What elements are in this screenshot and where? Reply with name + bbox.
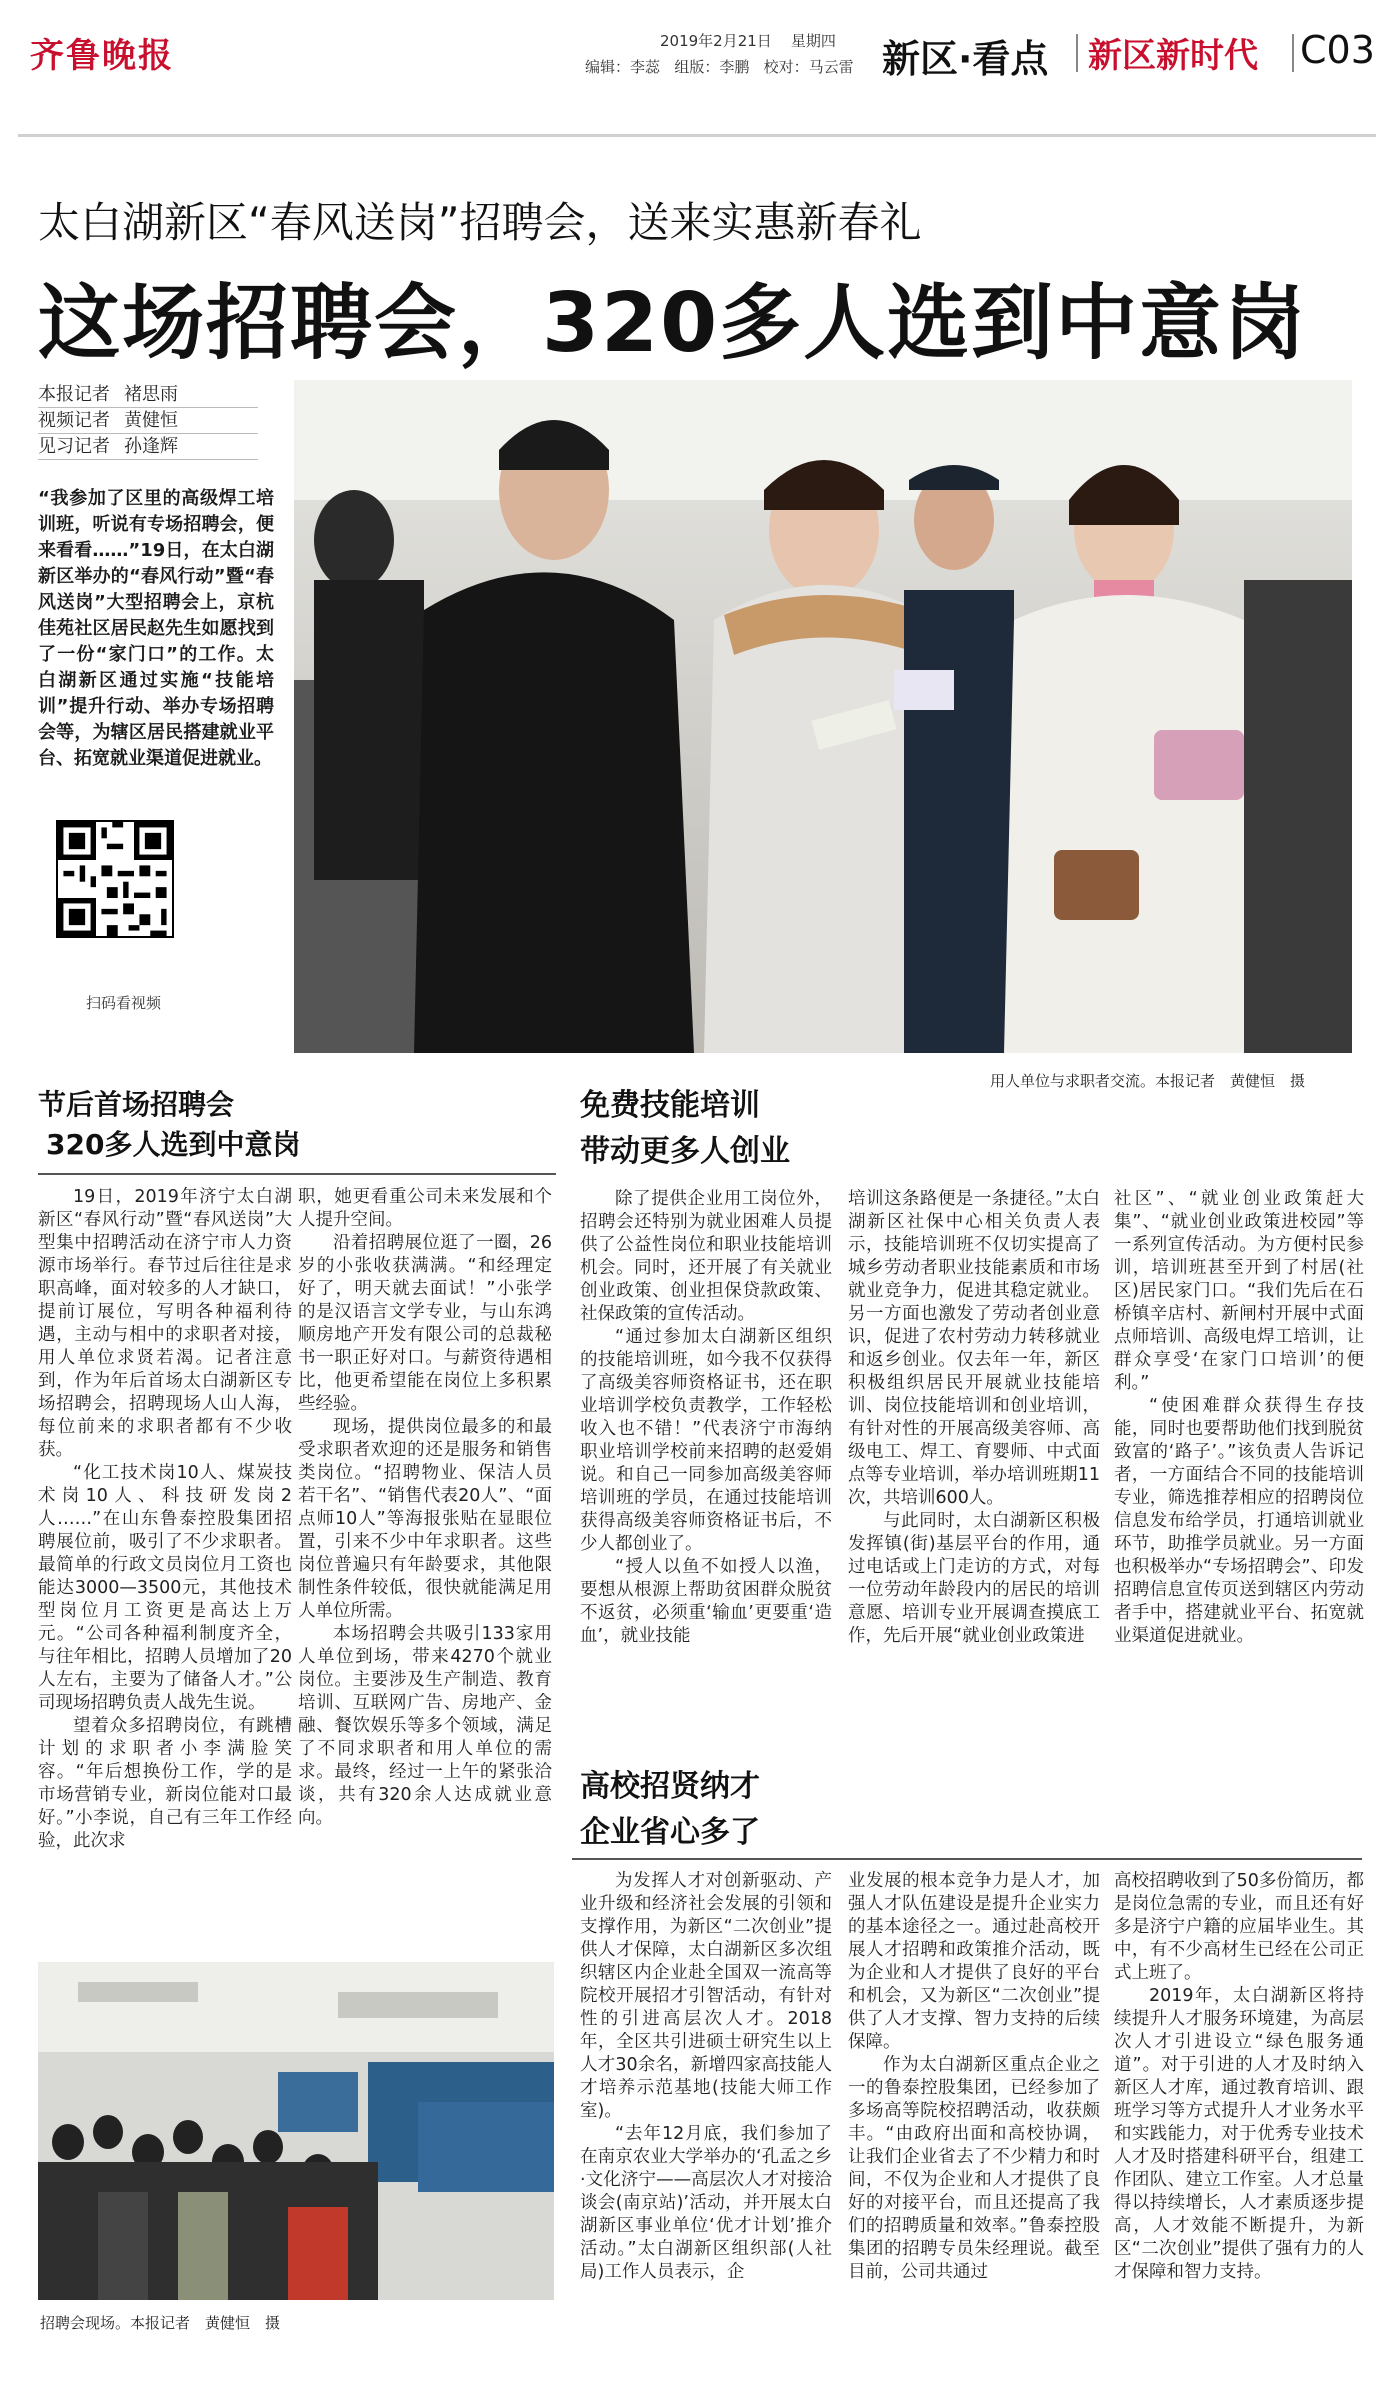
subheading-3 bbox=[580, 1764, 760, 1856]
photo-job-seekers bbox=[294, 380, 1352, 1053]
byline-row bbox=[38, 408, 258, 434]
divider bbox=[1076, 34, 1078, 72]
paragraph: 作为太白湖新区重点企业之一的鲁泰控股集团，已经参加了多场高等院校招聘活动，收获颇丰。“由政府出面和高校协调，让我们企业省去了不少精力和时间，不仅为企业和人才提供了良好的对接平台，而且还提高了我们的招聘质量和效率。”鲁泰控股集团的招聘专员朱经理说。截至目前，公司共通过 bbox=[848, 2055, 1100, 2282]
paragraph: 现场，提供岗位最多的和最受求职者欢迎的还是服务和销售类岗位。“招聘物业、保洁人员若干名”、“销售代表20人”、“面点师10人”等海报张贴在显眼位置，引来不少中年求职者。这些岗位普遍只有年龄要求，其他限制性条件较低，很快就能满足用人单位所需。 bbox=[298, 1417, 552, 1621]
header-rule bbox=[18, 134, 1376, 137]
paragraph: “通过参加太白湖新区组织的技能培训班，如今我不仅获得了高级美容师资格证书，还在职业培训学校负责教学，工作轻松收入也不错！”代表济宁市海纳职业培训学校前来招聘的赵爱娟说。和自己一同参加高级美容师培训班的学员，在通过技能培训获得高级美容师资格证书后，不少人都创业了。 bbox=[580, 1327, 832, 1554]
byline-row bbox=[38, 382, 258, 408]
qr-code[interactable] bbox=[56, 820, 174, 938]
page-number: C03 bbox=[1300, 28, 1375, 72]
qr-caption: 扫码看视频 bbox=[86, 994, 162, 1012]
paragraph: “化工技术岗10人、煤炭技术岗10人、科技研发岗2人……”在山东鲁泰控股集团招聘展位前，吸引了不少求职者。最简单的行政文员岗位月工资也能达3000—3500元，其他技术型岗位月工资更是高达上万元。“公司各种福利制度齐全，与往年相比，招聘人员增加了20人左右，主要为了储备人才。”公司现场招聘负责人战先生说。 bbox=[38, 1463, 292, 1713]
byline-name: 褚思雨 bbox=[124, 384, 178, 405]
proof-credit: 校对：马云雷 bbox=[763, 58, 854, 76]
byline-role: 本报记者 bbox=[38, 384, 110, 405]
byline-role: 见习记者 bbox=[38, 436, 110, 457]
paragraph: 社区”、“就业创业政策赶大集”、“就业创业政策进校园”等一系列宣传活动。为方便村民参训，培训班甚至开到了村居(社区)居民家门口。“我们先后在石桥镇辛店村、新闸村开展中式面点师培训、高级电焊工培训，让群众享受‘在家门口培训’的便利。” bbox=[1114, 1189, 1364, 1393]
subheading-line: 节后首场招聘会 bbox=[38, 1088, 235, 1121]
section2-column-1 bbox=[580, 1188, 832, 1648]
divider bbox=[572, 1858, 1362, 1860]
paragraph: 为发挥人才对创新驱动、产业升级和经济社会发展的引领和支撑作用，为新区“二次创业”提供人才保障，太白湖新区多次组织辖区内企业赴全国双一流高等院校开展招才引智活动，有针对性的引进高层次人才。2018年，全区共引进硕士研究生以上人才30余名，新增四家高技能人才培养示范基地(技能大师工作室)。 bbox=[580, 1871, 832, 2121]
lead-paragraph: “我参加了区里的高级焊工培训班，听说有专场招聘会，便来看看……”19日，在太白湖新区举办的“春风行动”暨“春风送岗”大型招聘会上，京杭佳苑社区居民赵先生如愿找到了一份“家门口”的工作。太白湖新区通过实施“技能培训”提升行动、举办专场招聘会等，为辖区居民搭建就业平台、拓宽就业渠道促进就业。 bbox=[38, 488, 274, 769]
job-fair-photo bbox=[38, 1962, 554, 2300]
paragraph: 沿着招聘展位逛了一圈，26岁的小张收获满满。“和经理定好了，明天就去面试！”小张学的是汉语言文学专业，与山东鸿顺房地产开发有限公司的总裁秘书一职正好对口。与薪资待遇相比，他更希望能在岗位上多积累些经验。 bbox=[298, 1233, 552, 1414]
main-photo bbox=[294, 380, 1352, 1053]
paragraph: 职，她更看重公司未来发展和个人提升空间。 bbox=[298, 1187, 552, 1230]
newspaper-logo: 齐鲁晚报 bbox=[30, 36, 174, 76]
paragraph: “去年12月底，我们参加了在南京农业大学举办的‘孔孟之乡·文化济宁——高层次人才对接洽谈会(南京站)’活动，并开展太白湖新区事业单位‘优才计划’推介活动。”太白湖新区组织部(人社局)工作人员表示，企 bbox=[580, 2124, 832, 2282]
subheading-1 bbox=[38, 1085, 300, 1165]
paragraph: 2019年，太白湖新区将持续提升人才服务环境建，为高层次人才引进设立“绿色服务通道”。对于引进的人才及时纳入新区人才库，通过教育培训、跟班学习等方式提升人才业务水平和实践能力，对于优秀专业技术人才及时搭建科研平台，组建工作团队、建立工作室。人才总量得以持续增长，人才素质逐步提高，人才效能不断提升，为新区“二次创业”提供了强有力的人才保障和智力支持。 bbox=[1114, 1986, 1364, 2282]
byline-row bbox=[38, 434, 258, 460]
kicker-headline: 太白湖新区“春风送岗”招聘会，送来实惠新春礼 bbox=[38, 198, 922, 247]
paragraph: 高校招聘收到了50多份简历，都是岗位急需的专业，而且还有好多是济宁户籍的应届毕业生。其中，有不少高材生已经在公司正式上班了。 bbox=[1114, 1871, 1364, 1983]
paragraph: 除了提供企业用工岗位外，招聘会还特别为就业困难人员提供了公益性岗位和职业技能培训机会。同时，还开展了有关就业创业政策、创业担保贷款政策、社保政策的宣传活动。 bbox=[580, 1189, 832, 1324]
byline-name: 孙逢辉 bbox=[124, 436, 178, 457]
paragraph: “使困难群众获得生存技能，同时也要帮助他们找到脱贫致富的‘路子’。”该负责人告诉记者，一方面结合不同的技能培训专业，筛选推荐相应的招聘岗位信息发布给学员，打通培训就业环节，助推学员就业。另一方面也积极举办“专场招聘会”、印发招聘信息宣传页送到辖区内劳动者手中，搭建就业平台、拓宽就业渠道促进就业。 bbox=[1114, 1396, 1364, 1646]
subheading-line: 带动更多人创业 bbox=[580, 1134, 790, 1169]
main-headline: 这场招聘会，320多人选到中意岗 bbox=[38, 276, 1308, 371]
paragraph: 19日，2019年济宁太白湖新区“春风行动”暨“春风送岗”大型集中招聘活动在济宁市人力资源市场举行。春节过后往往是求职高峰，面对较多的人才缺口，提前订展位，写明各种福利待遇，主动与相中的求职者对接，用人单位求贤若渴。记者注意到，作为年后首场太白湖新区专场招聘会，招聘现场人山人海，每位前来的求职者都有不少收获。 bbox=[38, 1187, 292, 1460]
paragraph: 业发展的根本竞争力是人才，加强人才队伍建设是提升企业实力的基本途径之一。通过赴高校开展人才招聘和政策推介活动，既为企业和人才提供了良好的平台和机会，又为新区“二次创业”提供了人才支撑、智力支持的后续保障。 bbox=[848, 1871, 1100, 2052]
byline bbox=[38, 382, 258, 460]
issue-date bbox=[660, 30, 836, 51]
divider bbox=[38, 1173, 556, 1175]
photo-caption: 招聘会现场。本报记者 黄健恒 摄 bbox=[40, 2314, 281, 2332]
paragraph: 望着众多招聘岗位，有跳槽计划的求职者小李满脸笑容。“年后想换份工作，学的是市场营销专业，新岗位能对口最好。”小李说，自己有三年工作经验，此次求 bbox=[38, 1716, 292, 1851]
photo-job-fair-crowd bbox=[38, 1962, 554, 2300]
paragraph: 本场招聘会共吸引133家用人单位到场，带来4270个就业岗位。主要涉及生产制造、教育培训、互联网广告、房地产、金融、餐饮娱乐等多个领域，满足了不同求职者和用人单位的需求。最终，经过一上午的紧张洽谈，共有320余人达成就业意向。 bbox=[298, 1624, 552, 1828]
section3-column-2 bbox=[848, 1870, 1100, 2284]
section3-column-3 bbox=[1114, 1870, 1364, 2284]
section-brand: 新区新时代 bbox=[1088, 36, 1258, 76]
subheading-line: 免费技能培训 bbox=[580, 1088, 760, 1123]
weekday: 星期四 bbox=[790, 32, 836, 50]
paragraph: 与此同时，太白湖新区积极发挥镇(街)基层平台的作用，通过电话或上门走访的方式，对每一位劳动年龄段内的居民的培训意愿、培训专业开展调查摸底工作，先后开展“就业创业政策进 bbox=[848, 1511, 1100, 1646]
qr-code-icon bbox=[58, 822, 172, 936]
subheading-line: 320多人选到中意岗 bbox=[46, 1128, 301, 1161]
byline-role: 视频记者 bbox=[38, 410, 110, 431]
date: 2019年2月21日 bbox=[660, 32, 772, 50]
subheading-line: 高校招贤纳才 bbox=[580, 1769, 760, 1804]
paragraph: “授人以鱼不如授人以渔，要想从根源上帮助贫困群众脱贫不返贫，必须重‘输血’更要重‘造血’，就业技能 bbox=[580, 1557, 832, 1646]
subheading-line: 企业省心多了 bbox=[580, 1815, 760, 1850]
section1-column-2 bbox=[298, 1186, 552, 1830]
staff-credits bbox=[585, 56, 854, 77]
byline-name: 黄健恒 bbox=[124, 410, 178, 431]
paragraph: 培训这条路便是一条捷径。”太白湖新区社保中心相关负责人表示，技能培训班不仅切实提高了城乡劳动者职业技能素质和市场就业竞争力，促进其稳定就业。另一方面也激发了劳动者创业意识，促进了农村劳动力转移就业和返乡创业。仅去年一年，新区积极组织居民开展就业技能培训、岗位技能培训和创业培训，有针对性的开展高级美容师、高级电工、焊工、育婴师、中式面点等专业培训，举办培训班期11次，共培训600人。 bbox=[848, 1189, 1100, 1508]
section2-column-2 bbox=[848, 1188, 1100, 1648]
section-title: 新区·看点 bbox=[882, 37, 1049, 81]
photo-caption: 用人单位与求职者交流。本报记者 黄健恒 摄 bbox=[990, 1072, 1306, 1090]
divider bbox=[1292, 34, 1294, 72]
layout-credit: 组版：李鹏 bbox=[674, 58, 750, 76]
section3-column-1 bbox=[580, 1870, 832, 2284]
section1-column-1 bbox=[38, 1186, 292, 1853]
subheading-2 bbox=[580, 1083, 790, 1175]
editor-credit: 编辑：李蕊 bbox=[585, 58, 661, 76]
section2-column-3 bbox=[1114, 1188, 1364, 1648]
